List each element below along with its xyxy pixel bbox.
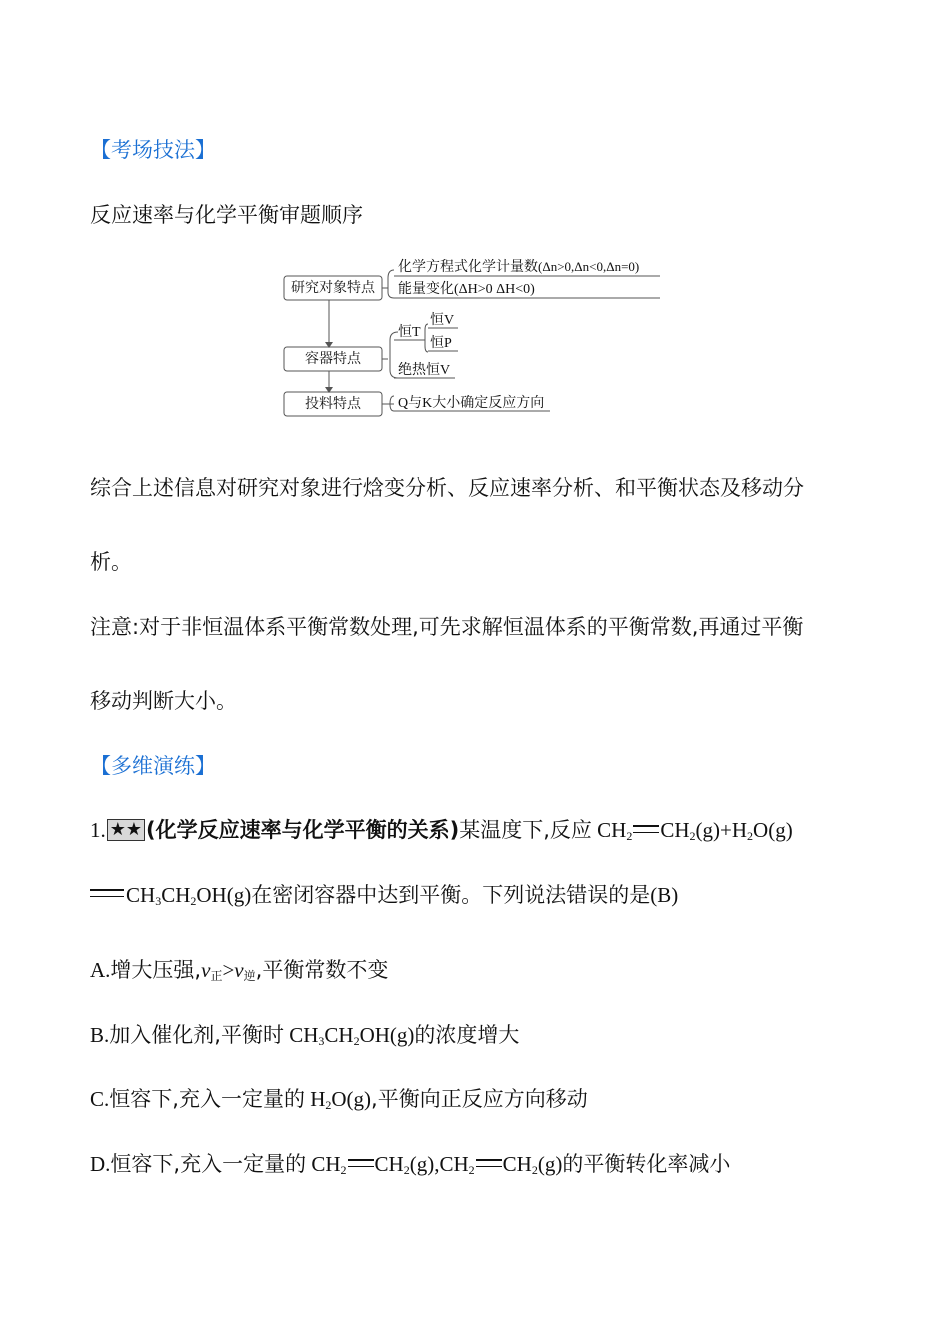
note-line-2: 移动判断大小。	[90, 689, 237, 713]
question-stem-line-1	[90, 815, 793, 851]
question-number: 1.	[90, 818, 106, 842]
question-answer: (B)	[650, 883, 679, 907]
diagram-const-P: 恒P	[430, 336, 452, 351]
diagram-box-research-object: 研究对象特点	[291, 281, 375, 296]
question-stem-text: 某温度下,反应	[459, 818, 592, 842]
option-d-text-2: 的平衡转化率减小	[562, 1152, 731, 1176]
option-a-text-2: ,平衡常数不变	[255, 958, 389, 982]
question-topic: (化学反应速率与化学平衡的关系)	[146, 818, 460, 842]
question-stem-line-2-text: 在密闭容器中达到平衡。下列说法错误的是	[251, 883, 651, 907]
diagram-const-V: 恒V	[430, 313, 455, 328]
double-bond-icon	[633, 825, 659, 833]
diagram-Q-K-direction: Q与K大小确定反应方向	[398, 396, 545, 411]
ethanol-formula: $CH_3CH_2OH(g)$	[283, 1023, 415, 1048]
diagram-stoichiometry-text: 化学方程式化学计量数(Δn>0,Δn<0,Δn=0)	[398, 259, 640, 275]
option-c	[90, 1084, 588, 1120]
option-c-text-1: 恒容下,充入一定量的	[109, 1087, 305, 1111]
section-heading-exam-skills: 【考场技法】	[90, 138, 216, 162]
difficulty-stars-icon: ★★	[107, 819, 145, 841]
question-stem-line-2	[90, 880, 678, 916]
option-d	[90, 1149, 730, 1185]
reverse-subscript: 逆	[243, 969, 256, 983]
review-order-diagram	[270, 248, 670, 423]
greater-than-sign: >	[222, 958, 235, 982]
reverse-rate: v	[234, 958, 244, 982]
double-bond-icon	[348, 1159, 374, 1167]
option-a-label: A.	[90, 958, 111, 982]
equilibrium-arrow-icon	[90, 888, 124, 898]
paragraph-line-2: 析。	[90, 550, 132, 574]
option-b-text-2: 的浓度增大	[414, 1023, 520, 1047]
option-d-text-1: 恒容下,充入一定量的	[110, 1152, 307, 1176]
option-a-text-1: 增大压强,	[110, 958, 202, 982]
reactant-ethylene: $CH_2$ $CH_2(g)+H_2O(g)$	[591, 818, 793, 843]
section-heading-practice: 【多维演练】	[90, 754, 216, 778]
diagram-const-T: 恒T	[398, 325, 421, 340]
water-formula: $H_2O(g)$	[304, 1087, 372, 1112]
option-d-label: D.	[90, 1152, 111, 1176]
forward-subscript: 正	[210, 969, 223, 983]
intro-text: 反应速率与化学平衡审题顺序	[90, 203, 363, 227]
ethylene-formula-1: $CH_2$ $CH_2(g),CH_2$ $CH_2(g)$	[306, 1152, 563, 1177]
diagram-adiabatic-const-V: 绝热恒V	[398, 363, 451, 378]
double-bond-icon	[476, 1159, 502, 1167]
option-b-label: B.	[90, 1023, 110, 1047]
paragraph-line-1: 综合上述信息对研究对象进行焓变分析、反应速率分析、和平衡状态及移动分	[90, 476, 804, 500]
option-a	[90, 955, 388, 991]
product-ethanol: $CH_3CH_2OH(g)$	[126, 883, 252, 908]
rate-comparison: v	[201, 958, 211, 982]
diagram-box-container: 容器特点	[305, 352, 361, 367]
option-c-text-2: ,平衡向正反应方向移动	[371, 1087, 588, 1111]
note-line-1: 注意:对于非恒温体系平衡常数处理,可先求解恒温体系的平衡常数,再通过平衡	[90, 615, 804, 639]
option-b	[90, 1020, 519, 1056]
diagram-box-feed: 投料特点	[305, 397, 361, 412]
option-b-text-1: 加入催化剂,平衡时	[109, 1023, 284, 1047]
diagram-energy-change-text: 能量变化(ΔH>0 ΔH<0)	[398, 282, 535, 297]
option-c-label: C.	[90, 1087, 110, 1111]
